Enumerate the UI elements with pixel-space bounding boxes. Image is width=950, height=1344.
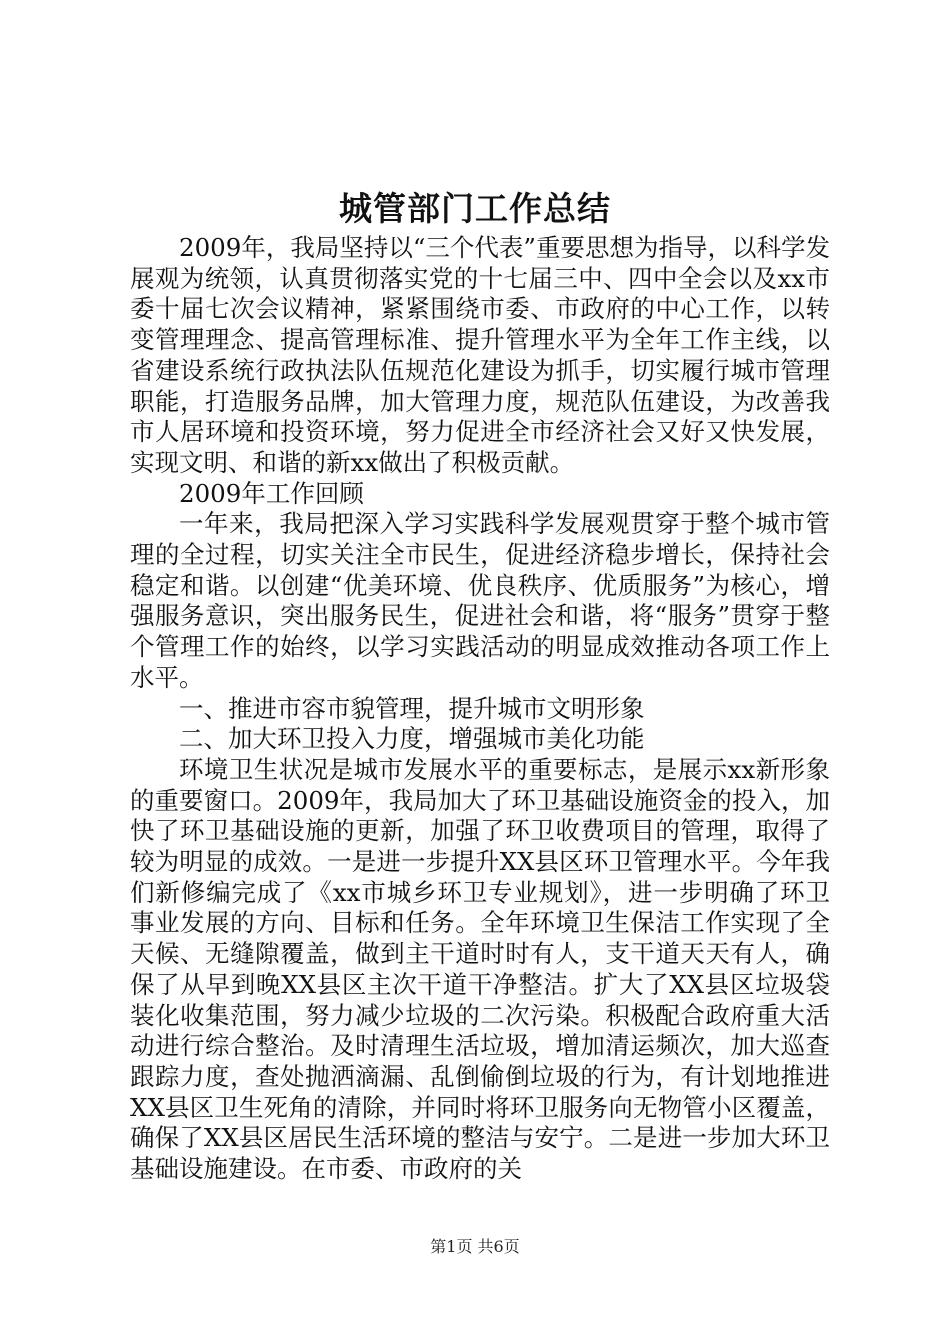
section-heading-one: 一、推进市容市貌管理，提升城市文明形象: [179, 693, 645, 723]
section-heading-review: 2009年工作回顾: [179, 478, 364, 508]
paragraph-review: 一年来，我局把深入学习实践科学发展观贯穿于整个城市管理的全过程，切实关注全市民生，促进经济稳步增长，保持社会稳定和谐。以创建“优美环境、优良秩序、优质服务”为核心，增强服务意识，突出服务民生，促进社会和谐，将“服务”贯穿于整个管理工作的始终，以学习实践活动的明显成效推动各项工作上水平。: [130, 509, 830, 692]
page-number-footer: 第1页 共6页: [430, 1237, 520, 1256]
paragraph-intro: 2009年，我局坚持以“三个代表”重要思想为指导，以科学发展观为统领，认真贯彻落实党的十七届三中、四中全会以及xx市委十届七次会议精神，紧紧围绕市委、市政府的中心工作，以转变管理理念、提高管理标准、提升管理水平为全年工作主线，以省建设系统行政执法队伍规范化建设为抓手，切实履行城市管理职能，打造服务品牌，加大管理力度，规范队伍建设，为改善我市人居环境和投资环境，努力促进全市经济社会又好又快发展，实现文明、和谐的新xx做出了积极贡献。: [130, 233, 830, 477]
document-title: 城管部门工作总结: [339, 189, 611, 228]
document-body: [130, 233, 830, 1185]
section-heading-two: 二、加大环卫投入力度，增强城市美化功能: [179, 724, 645, 754]
paragraph-sanitation: 环境卫生状况是城市发展水平的重要标志，是展示xx新形象的重要窗口。2009年，我局加大了环卫基础设施资金的投入，加快了环卫基础设施的更新，加强了环卫收费项目的管理，取得了较为明显的成效。一是进一步提升XX县区环卫管理水平。今年我们新修编完成了《xx市城乡环卫专业规划》，进一步明确了环卫事业发展的方向、目标和任务。全年环境卫生保洁工作实现了全天候、无缝隙覆盖，做到主干道时时有人，支干道天天有人，确保了从早到晚XX县区主次干道干净整洁。扩大了XX县区垃圾袋装化收集范围，努力减少垃圾的二次污染。积极配合政府重大活动进行综合整治。及时清理生活垃圾，增加清运频次，加大巡查跟踪力度，查处抛洒滴漏、乱倒偷倒垃圾的行为，有计划地推进XX县区卫生死角的清除，并同时将环卫服务向无物管小区覆盖，确保了XX县区居民生活环境的整洁与安宁。二是进一步加大环卫基础设施建设。在市委、市政府的关: [130, 754, 830, 1184]
